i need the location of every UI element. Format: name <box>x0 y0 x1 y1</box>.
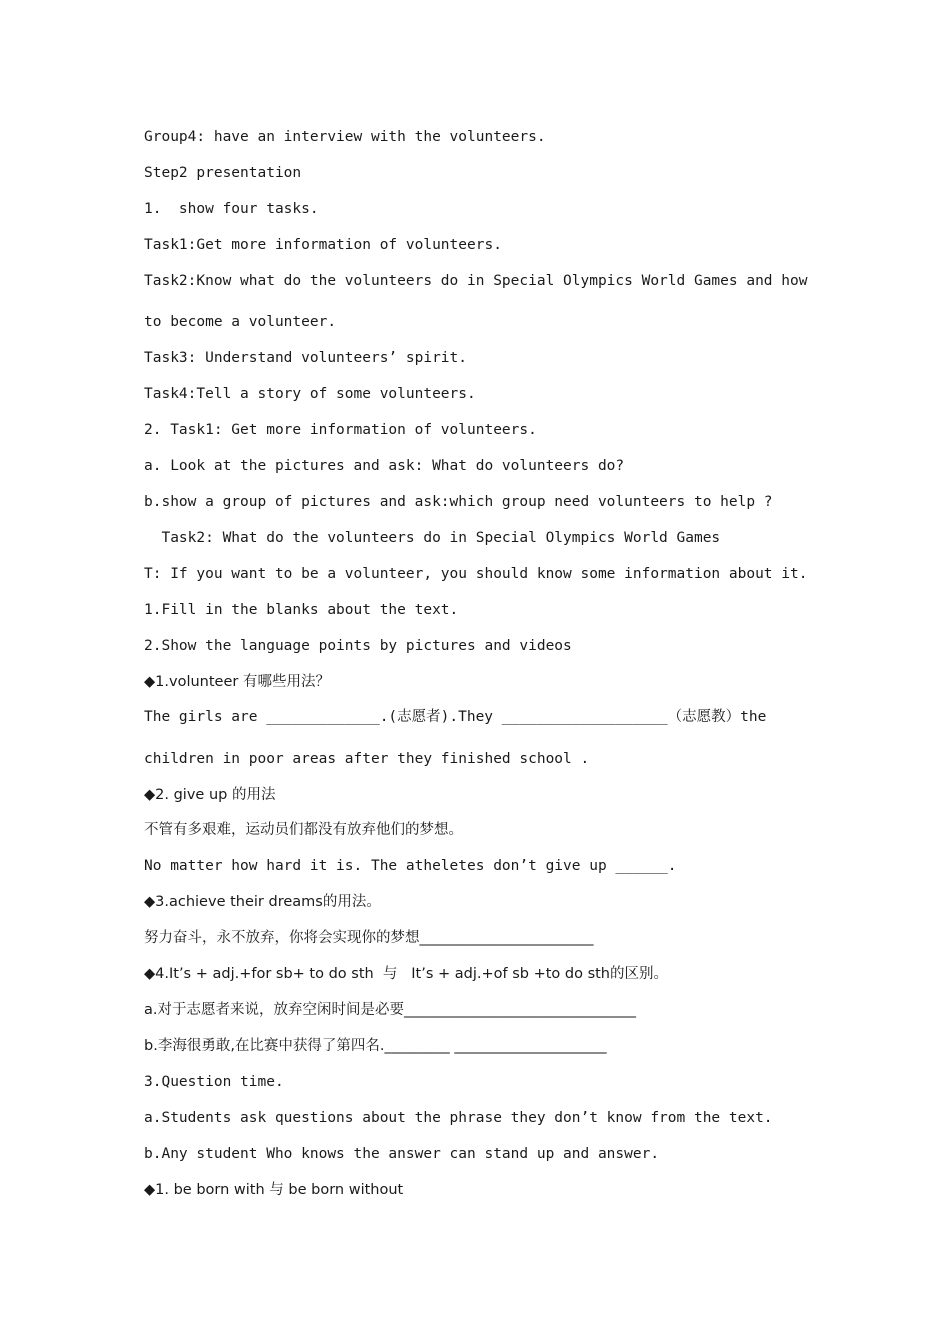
text-line-girls-exercise: The girls are _____________.(志愿者).They ___________________（志愿教）the <box>144 709 767 725</box>
text-line-point2-chinese: 不管有多艰难，运动员们都没有放弃他们的梦想。 <box>144 822 463 838</box>
text-line-task1: Task1:Get more information of volunteers. <box>144 237 502 253</box>
text-line-question-time: 3.Question time. <box>144 1074 284 1090</box>
text-line-girls-exercise-cont: children in poor areas after they finished school . <box>144 751 590 767</box>
text-line-item-a: a. Look at the pictures and ask: What do volunteers do? <box>144 458 625 474</box>
text-line-question-b: b.Any student Who knows the answer can stand up and answer. <box>144 1146 660 1162</box>
text-line-point2: ◆2. give up 的用法 <box>144 787 276 803</box>
text-line-group4: Group4: have an interview with the volunteers. <box>144 129 546 145</box>
text-line-point1: ◆1.volunteer 有哪些用法？ <box>144 674 330 690</box>
text-line-point2-exercise: No matter how hard it is. The atheletes don’t give up ______. <box>144 858 677 874</box>
text-line-language-points: 2.Show the language points by pictures and videos <box>144 638 572 654</box>
text-line-show-tasks: 1. show four tasks. <box>144 201 319 217</box>
text-line-section2: 2. Task1: Get more information of volunteers. <box>144 422 537 438</box>
text-line-point3-exercise: 努力奋斗，永不放弃，你将会实现你的梦想________________________ <box>144 930 594 946</box>
text-line-task3: Task3: Understand volunteers’ spirit. <box>144 350 468 366</box>
text-line-task2-cont: to become a volunteer. <box>144 314 337 330</box>
text-line-point3: ◆3.achieve their dreams的用法。 <box>144 894 381 910</box>
text-line-born-with: ◆1. be born with 与 be born without <box>144 1182 404 1198</box>
text-line-item-b: b.show a group of pictures and ask:which group need volunteers to help ? <box>144 494 773 510</box>
text-line-question-a: a.Students ask questions about the phrase they don’t know from the text. <box>144 1110 773 1126</box>
text-line-task2: Task2:Know what do the volunteers do in Special Olympics World Games and how <box>144 273 808 289</box>
text-line-task2-heading: Task2: What do the volunteers do in Special Olympics World Games <box>144 530 721 546</box>
text-line-point4: ◆4.It’s + adj.+for sb+ to do sth 与 It’s + adj.+of sb +to do sth的区别。 <box>144 966 668 982</box>
text-line-teacher: T: If you want to be a volunteer, you should know some information about it. <box>144 566 808 582</box>
text-line-point4-a: a.对于志愿者来说，放弃空闲时间是必要________________________________ <box>144 1002 636 1018</box>
text-line-task4: Task4:Tell a story of some volunteers. <box>144 386 476 402</box>
text-line-fill-blanks: 1.Fill in the blanks about the text. <box>144 602 459 618</box>
text-line-step2: Step2 presentation <box>144 165 302 181</box>
text-line-point4-b: b.李海很勇敢,在比赛中获得了第四名._________ _____________________ <box>144 1038 607 1054</box>
